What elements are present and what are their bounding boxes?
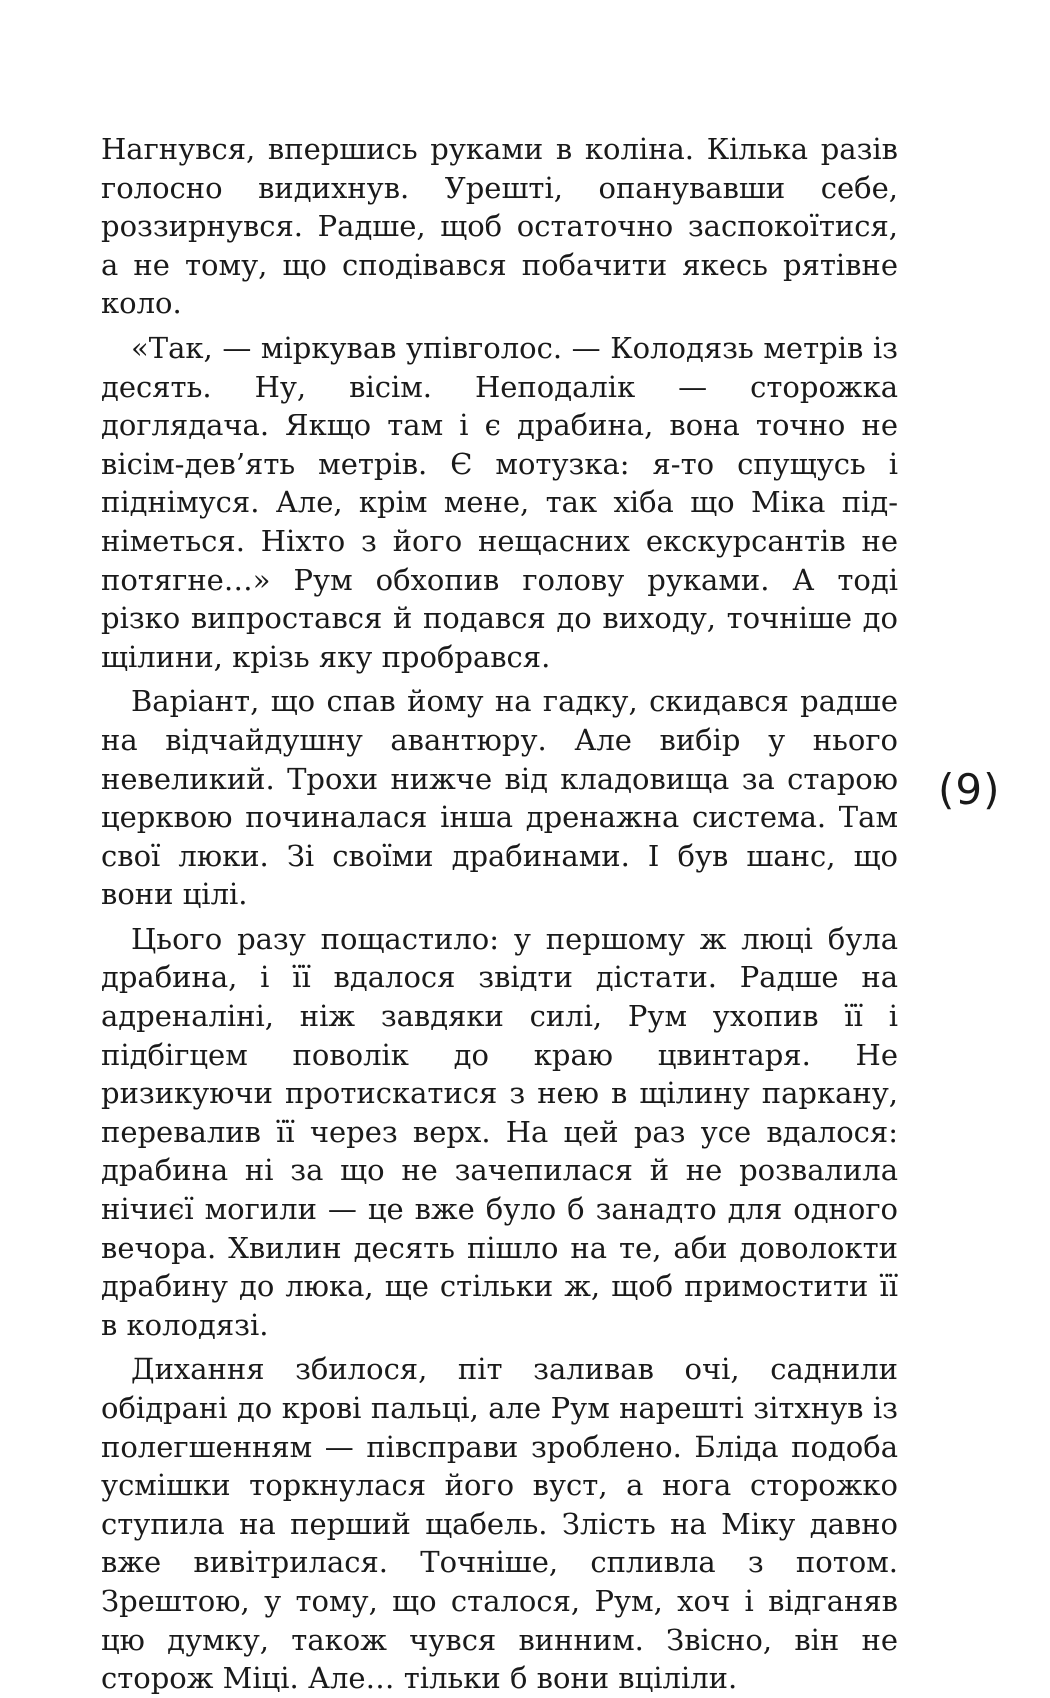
paragraph-1: Нагнувся, впершись руками в коліна. Кілька разів голосно видихнув. Урешті, опанувавши себе, роззирнувся. Радше, щоб остаточно заспокоїтися, а не тому, що сподівався побачити якесь рятівне коло. xyxy=(101,132,898,321)
paragraph-5: Дихання збилося, піт заливав очі, саднили обідрані до крові пальці, але Рум нарешті зітхнув із полегшенням — півсправи зроблено. Бліда подоба усмішки торкнулася його вуст, а нога сторожко ступила на перший щабель. Злість на Міку давно вже вивітрилася. Точніше, спливла з потом. Зрештою, у тому, що сталося, Рум, хоч і відганяв цю думку, також чувся винним. Звісно, він не сторож Міці. Але… тільки б вони вціліли. xyxy=(101,1352,898,1696)
paragraph-3: Варіант, що спав йому на гадку, скидався радше на відчайдушну авантюру. Але вибір у нього невеликий. Трохи нижче від кладовища за старою церквою починалася інша дренажна система. Там свої люки. Зі своїми драбинами. І був шанс, що вони цілі. xyxy=(101,684,898,912)
page-number: (9) xyxy=(938,765,1001,814)
paragraph-4: Цього разу пощастило: у першому ж люці була драбина, і її вдалося звідти дістати. Радше на адреналіні, ніж завдяки силі, Рум ухопив її і підбігцем поволік до краю цвинтаря. Не ризикуючи протискатися з нею в щілину паркану, перевалив її через верх. На цей раз усе вдалося: драбина ні за що не зачепилася й не розвалила нічиєї могили — це вже було б занадто для одного вечора. Хвилин десять пішло на те, аби доволокти драбину до люка, ще стільки ж, щоб примостити її в колодязі. xyxy=(101,921,898,1342)
paragraph-2: «Так, — міркував упівголос. — Колодязь метрів із десять. Ну, вісім. Неподалік — сторожка доглядача. Якщо там і є драбина, вона точно не вісім-дев’ять метрів. Є мотузка: я-то спущусь і піднімуся. Але, крім мене, так хіба що Міка підніметься. Ніхто з його нещасних екскурсантів не потягне…» Рум обхопив голову руками. А тоді різко випростався й подався до виходу, точніше до щілини, крізь яку пробрався. xyxy=(101,330,898,674)
body-text xyxy=(101,130,898,1698)
